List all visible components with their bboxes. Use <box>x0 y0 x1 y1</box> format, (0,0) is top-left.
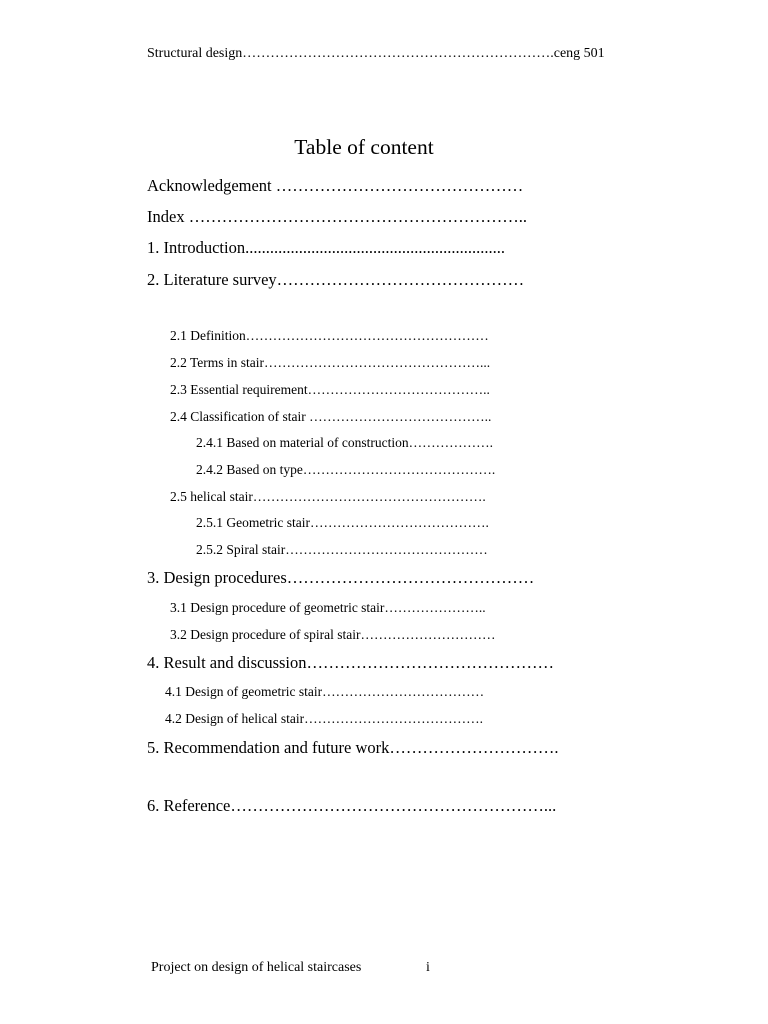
toc-entry-2-5-1: 2.5.1 Geometric stair…………………………………. <box>196 515 489 530</box>
toc-entry-3-1: 3.1 Design procedure of geometric stair………………….. <box>170 600 486 615</box>
toc-entry-reference: 6. Reference…………………………………………………... <box>147 796 557 815</box>
toc-entry-acknowledgement: Acknowledgement ……………………………………… <box>147 176 524 195</box>
toc-entry-2-4-2: 2.4.2 Based on type……………………………………. <box>196 462 496 477</box>
toc-entry-4-1: 4.1 Design of geometric stair……………………………… <box>165 684 485 699</box>
toc-entry-recommendation: 5. Recommendation and future work…………………………. <box>147 738 559 757</box>
toc-entry-index: Index …………………………………………………….. <box>147 207 527 226</box>
page-header: Structural design………………………………………………………….ceng 501 <box>147 46 605 61</box>
toc-entry-2-5-2: 2.5.2 Spiral stair……………………………………… <box>196 542 488 557</box>
toc-entry-result-and-discussion: 4. Result and discussion……………………………………… <box>147 653 554 672</box>
page-footer <box>151 960 430 975</box>
toc-entry-2-3: 2.3 Essential requirement………………………………….. <box>170 382 490 397</box>
toc-entry-2-4: 2.4 Classification of stair ………………………………….. <box>170 409 492 424</box>
page-title: Table of content <box>294 135 434 159</box>
toc-entry-literature-survey: 2. Literature survey……………………………………… <box>147 270 525 289</box>
toc-entry-introduction: 1. Introduction............................................................... <box>147 238 505 257</box>
page-number: i <box>426 960 430 975</box>
toc-entry-2-1: 2.1 Definition……………………………………………… <box>170 328 489 343</box>
toc-entry-2-4-1: 2.4.1 Based on material of construction………………. <box>196 435 493 450</box>
toc-entry-4-2: 4.2 Design of helical stair…………………………………. <box>165 711 483 726</box>
toc-entry-design-procedures: 3. Design procedures……………………………………… <box>147 568 535 587</box>
toc-entry-3-2: 3.2 Design procedure of spiral stair………………………… <box>170 627 496 642</box>
toc-entry-2-5: 2.5 helical stair……………………………………………. <box>170 489 486 504</box>
footer-title: Project on design of helical staircases <box>151 960 362 975</box>
toc-entry-2-2: 2.2 Terms in stair…………………………………………... <box>170 355 491 370</box>
